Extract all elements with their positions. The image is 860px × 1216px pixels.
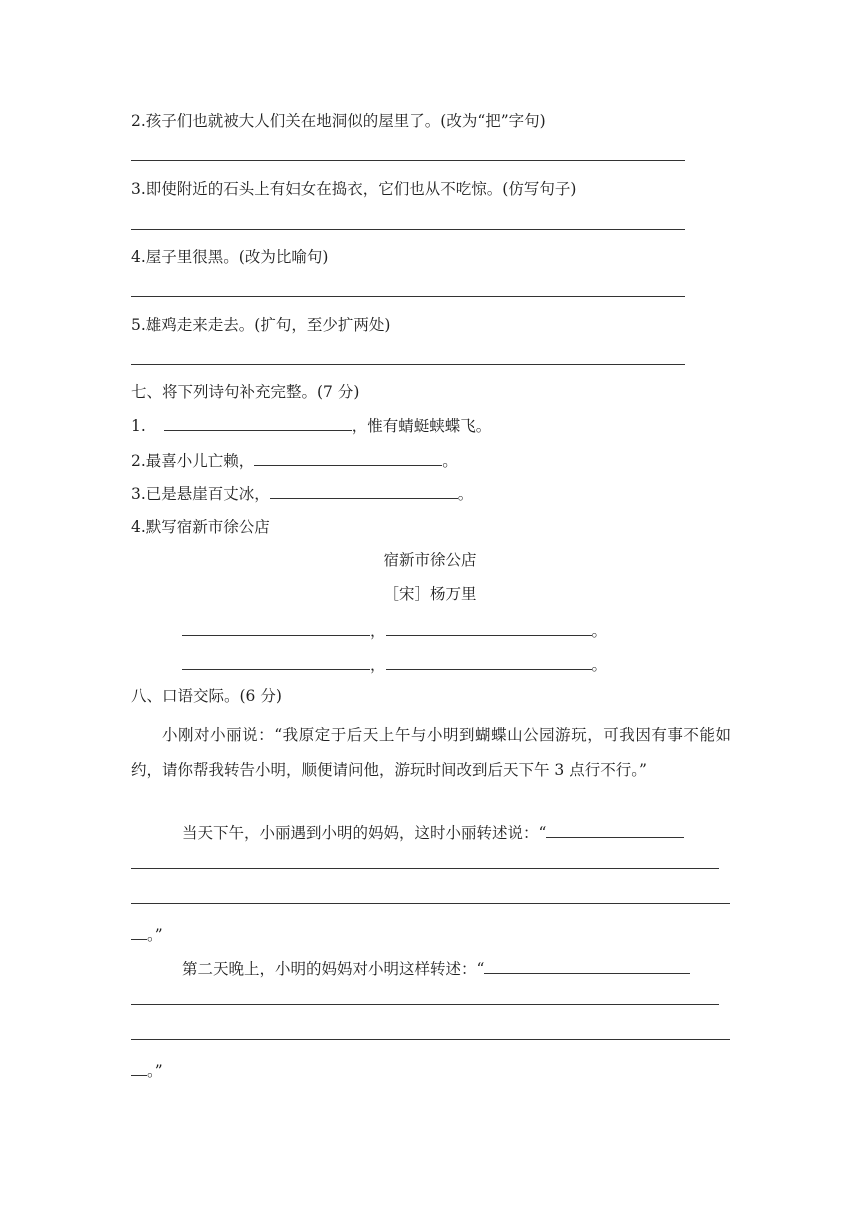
period: 。 (591, 656, 608, 674)
question-3: 3.即使附近的石头上有妇女在捣衣，它们也从不吃惊。(仿写句子) (131, 180, 577, 198)
retell-line-2b (131, 1039, 730, 1040)
retell-close-text-1: 。” (147, 926, 163, 944)
retell-prompt-1-text: 当天下午，小丽遇到小明的妈妈，这时小丽转述说：“ (182, 824, 547, 842)
fill-blank-2 (254, 450, 442, 466)
poem-line-2 (131, 450, 458, 471)
answer-line-5 (131, 364, 685, 365)
retell-close-text-2: 。” (147, 1062, 163, 1080)
poem-line-4: 4.默写宿新市徐公店 (131, 518, 270, 536)
recital-blank-1b (386, 620, 592, 636)
retell-close-2 (131, 1060, 163, 1081)
poem-recital-row-2 (182, 654, 607, 675)
question-5: 5.雄鸡走来走去。(扩句，至少扩两处) (131, 316, 391, 334)
dialogue-paragraph: 小刚对小丽说：“我原定于后天上午与小明到蝴蝶山公园游玩，可我因有事不能如约，请你帮我转告小明，顺便请问他，游玩时间改到后天下午 3 点行不行。” (131, 726, 731, 779)
poem-line-2-end: 。 (442, 452, 458, 470)
question-4: 4.屋子里很黑。(改为比喻句) (131, 248, 329, 266)
fill-blank-3 (270, 483, 458, 499)
retell-prompt-2 (182, 958, 690, 979)
section-7-heading: 七、将下列诗句补充完整。(7 分) (131, 383, 360, 401)
poem-line-1 (131, 415, 491, 436)
fill-blank-1 (164, 415, 352, 431)
answer-line-2 (131, 160, 685, 161)
poem-line-3-text: 3.已是悬崖百丈冰， (131, 485, 270, 503)
answer-line-4 (131, 296, 685, 297)
poem-author: ［宋］杨万里 (383, 585, 477, 603)
comma: ， (370, 622, 386, 640)
retell-line-1a (131, 868, 719, 869)
poem-line-1-text: ，惟有蜻蜓蛱蝶飞。 (351, 417, 492, 435)
poem-recital-row-1 (182, 620, 607, 641)
retell-blank-2 (484, 958, 690, 974)
recital-blank-1a (182, 620, 370, 636)
question-2: 2.孩子们也就被大人们关在地洞似的屋里了。(改为“把”字句) (131, 112, 546, 130)
retell-blank-1 (546, 822, 684, 838)
poem-title: 宿新市徐公店 (383, 551, 477, 569)
retell-line-1b (131, 903, 730, 904)
recital-blank-2b (386, 654, 592, 670)
retell-prompt-2-text: 第二天晚上，小明的妈妈对小明这样转述：“ (182, 960, 485, 978)
retell-prompt-1 (182, 822, 684, 843)
section-8-heading: 八、口语交际。(6 分) (131, 687, 282, 705)
poem-line-2-text: 2.最喜小儿亡赖， (131, 452, 255, 470)
retell-close-blank-1 (131, 924, 147, 940)
retell-line-2a (131, 1004, 719, 1005)
answer-line-3 (131, 229, 685, 230)
poem-line-3-end: 。 (457, 485, 474, 503)
recital-blank-2a (182, 654, 370, 670)
period: 。 (591, 622, 608, 640)
retell-close-1 (131, 924, 163, 945)
poem-line-1-number: 1. (131, 417, 146, 435)
comma: ， (370, 656, 386, 674)
retell-close-blank-2 (131, 1060, 147, 1076)
poem-line-3 (131, 483, 473, 504)
